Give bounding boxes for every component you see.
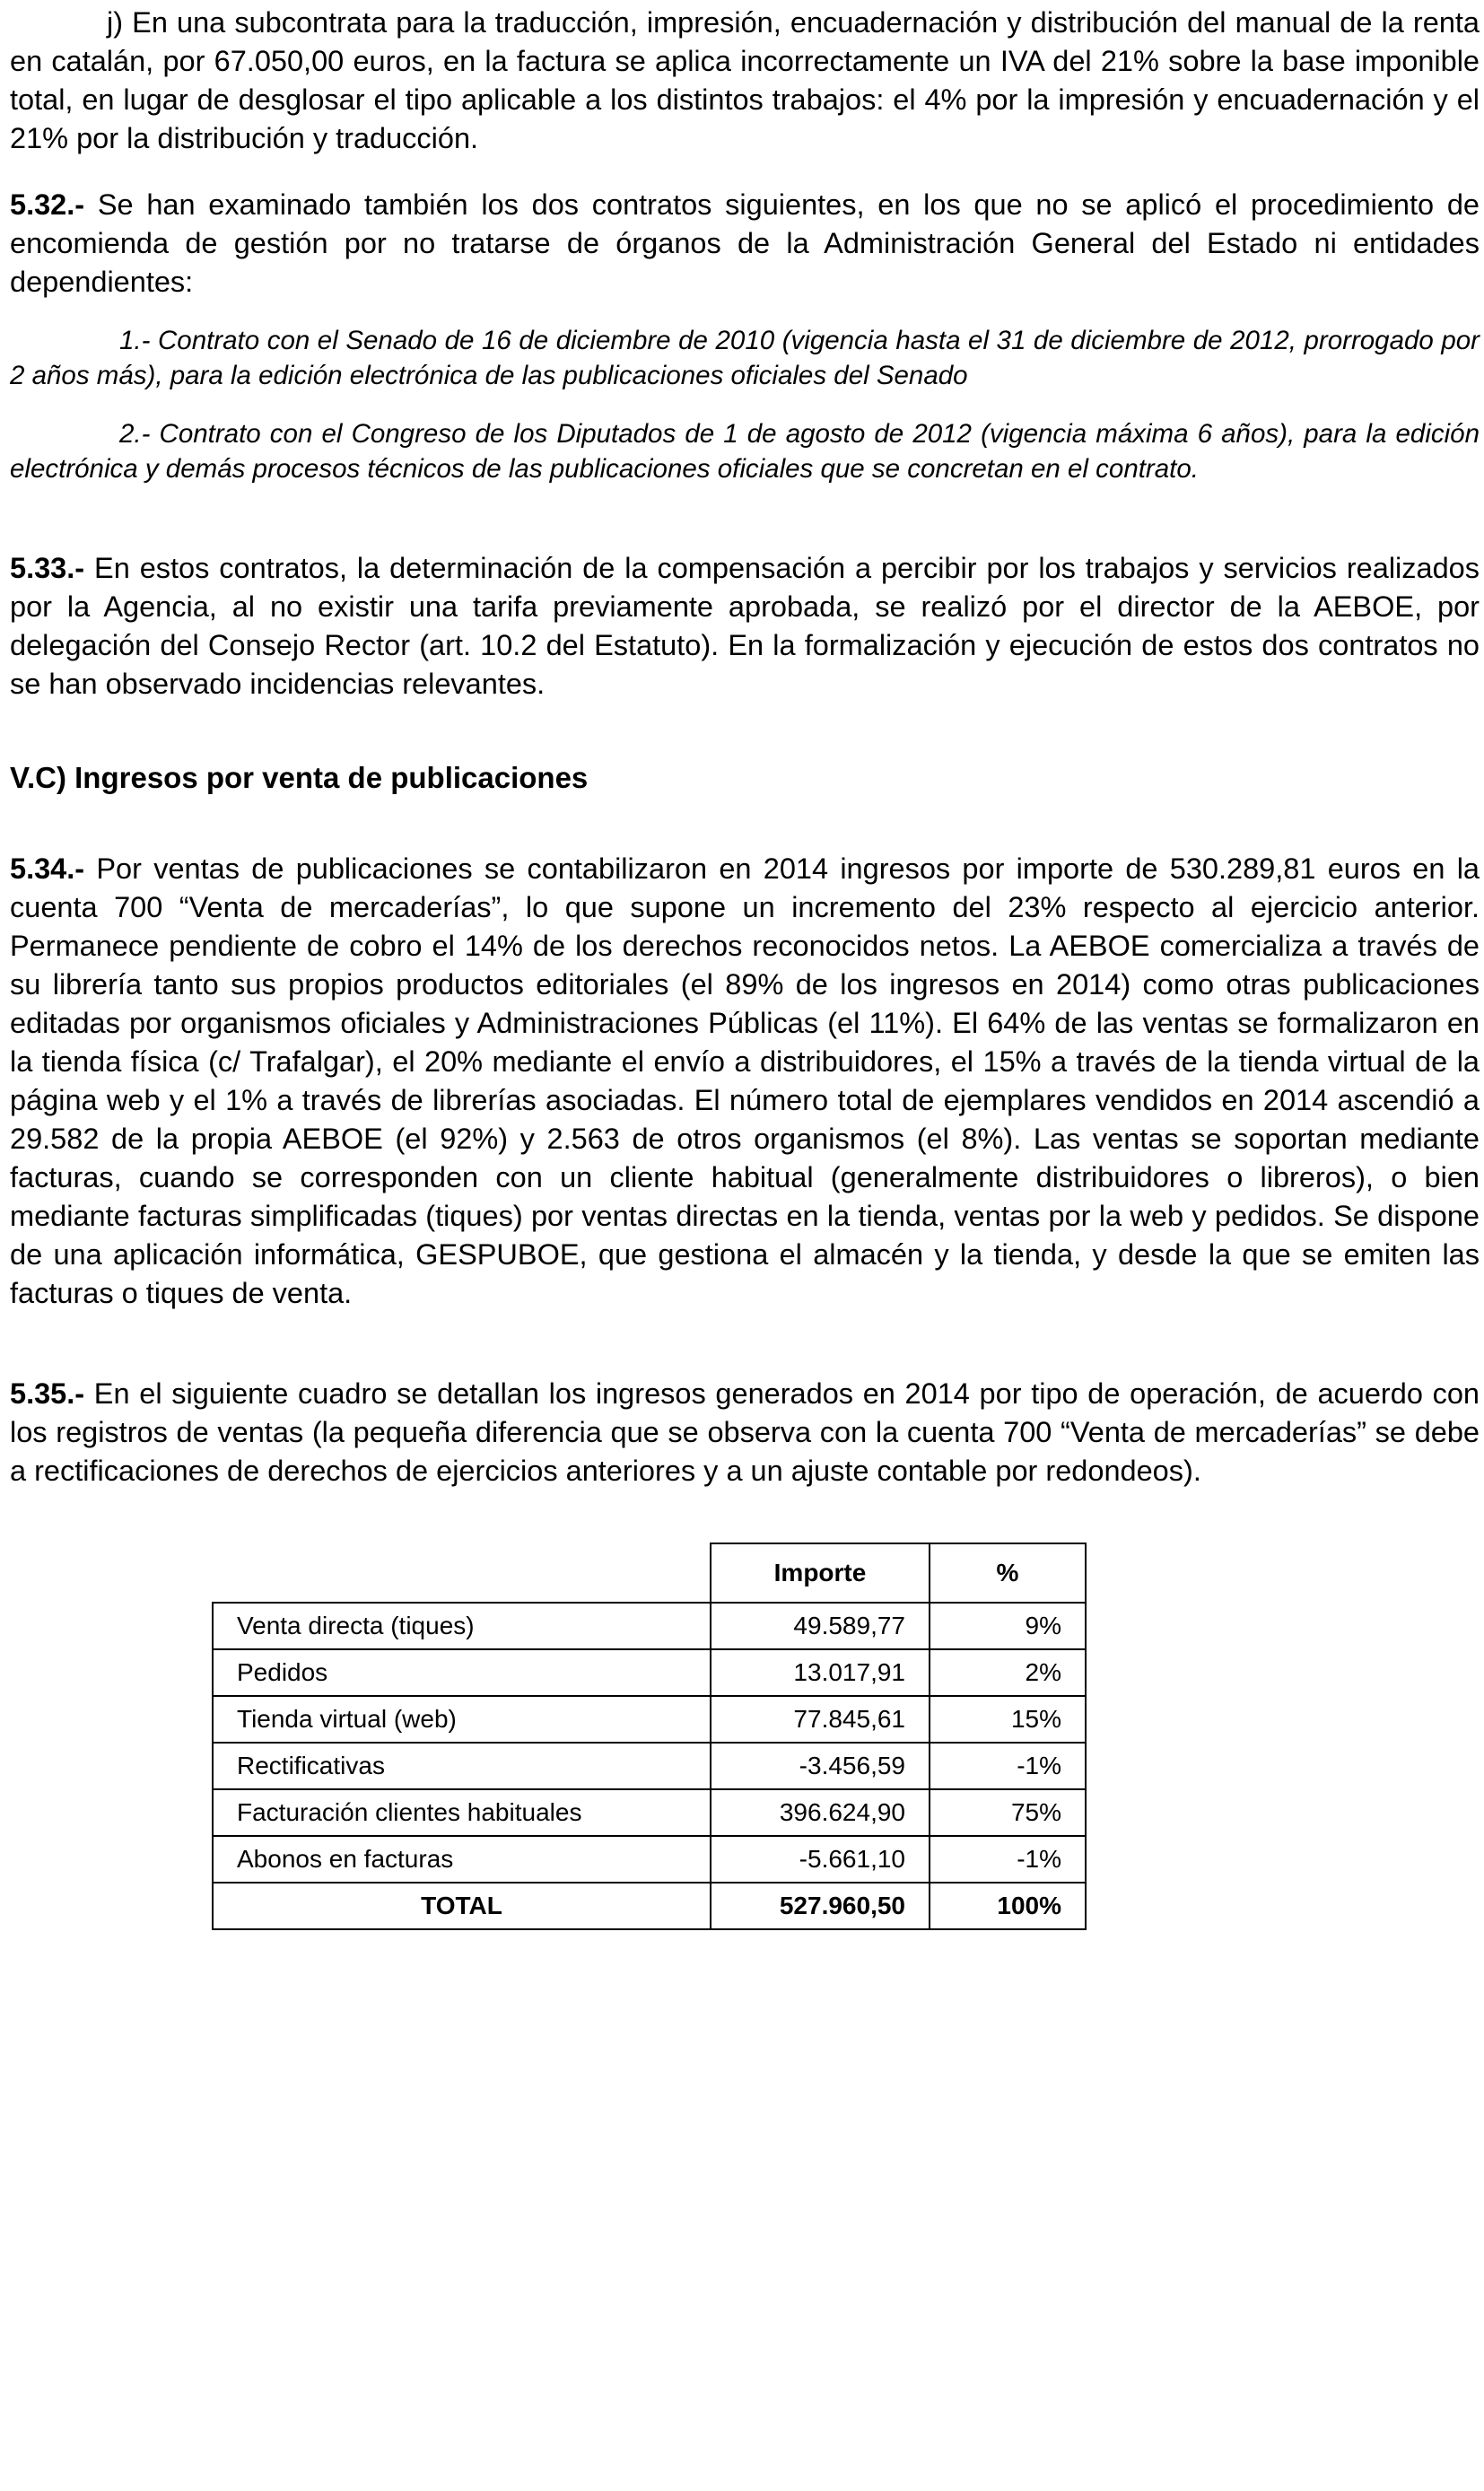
paragraph-5-33 (10, 549, 1480, 704)
paragraph-number: 5.32.- (10, 188, 85, 221)
contract-item-2: 2.- Contrato con el Congreso de los Diputados de 1 de agosto de 2012 (vigencia máxima 6 años), para la edición electrónica y demás procesos técnicos de las publicaciones oficiales que se concretan en el contrato. (10, 419, 1480, 484)
row-importe: -3.456,59 (711, 1743, 930, 1789)
row-label: Tienda virtual (web) (213, 1696, 711, 1743)
row-percent: -1% (930, 1836, 1086, 1883)
paragraph-j: j) En una subcontrata para la traducción, impresión, encuadernación y distribución del manual de la renta en catalán, por 67.050,00 euros, en la factura se aplica incorrectamente un IVA del 21% sobre la base imponible total, en lugar de desglosar el tipo aplicable a los distintos trabajos: el 4% por la impresión y encuadernación y el 21% por la distribución y traducción. (10, 6, 1480, 154)
paragraph-number: 5.35.- (10, 1377, 85, 1410)
row-percent: 2% (930, 1649, 1086, 1696)
total-percent: 100% (930, 1883, 1086, 1929)
table-row (213, 1649, 1086, 1696)
paragraph-text: En el siguiente cuadro se detallan los ingresos generados en 2014 por tipo de operación, de acuerdo con los registros de ventas (la pequeña diferencia que se observa con la cuenta 700 “Venta de mercaderías” se debe a rectificaciones de derechos de ejercicios anteriores y a un ajuste contable por redondeos). (10, 1377, 1480, 1487)
paragraph-number: 5.33.- (10, 552, 85, 584)
table-row (213, 1789, 1086, 1836)
table-header-row (213, 1543, 1086, 1603)
table-row (213, 1836, 1086, 1883)
row-label: Venta directa (tiques) (213, 1603, 711, 1649)
row-label: Pedidos (213, 1649, 711, 1696)
row-importe: -5.661,10 (711, 1836, 930, 1883)
section-heading: V.C) Ingresos por venta de publicaciones (10, 761, 589, 794)
table-row (213, 1696, 1086, 1743)
row-percent: 75% (930, 1789, 1086, 1836)
paragraph-text: En estos contratos, la determinación de la compensación a percibir por los trabajos y servicios realizados por la Agencia, al no existir una tarifa previamente aprobada, se realizó por el director de la AEBOE, por delegación del Consejo Rector (art. 10.2 del Estatuto). En la formalización y ejecución de estos dos contratos no se han observado incidencias relevantes. (10, 552, 1480, 700)
sales-income-table (212, 1543, 1087, 1930)
row-importe: 13.017,91 (711, 1649, 930, 1696)
column-header-percent: % (930, 1543, 1086, 1603)
column-header-importe: Importe (711, 1543, 930, 1603)
table-row (213, 1603, 1086, 1649)
row-percent: -1% (930, 1743, 1086, 1789)
row-percent: 9% (930, 1603, 1086, 1649)
paragraph-number: 5.34.- (10, 852, 85, 885)
table-row (213, 1743, 1086, 1789)
row-importe: 77.845,61 (711, 1696, 930, 1743)
paragraph-5-34 (10, 850, 1480, 1313)
paragraph-5-32 (10, 186, 1480, 302)
contract-item-1: 1.- Contrato con el Senado de 16 de diciembre de 2010 (vigencia hasta el 31 de diciembre de 2012, prorrogado por 2 años más), para la edición electrónica de las publicaciones oficiales del Senado (10, 326, 1480, 390)
table-corner-cell (213, 1543, 711, 1603)
row-percent: 15% (930, 1696, 1086, 1743)
row-label: Rectificativas (213, 1743, 711, 1789)
row-label: Abonos en facturas (213, 1836, 711, 1883)
row-importe: 49.589,77 (711, 1603, 930, 1649)
table-total-row (213, 1883, 1086, 1929)
total-label: TOTAL (213, 1883, 711, 1929)
row-importe: 396.624,90 (711, 1789, 930, 1836)
total-importe: 527.960,50 (711, 1883, 930, 1929)
row-label: Facturación clientes habituales (213, 1789, 711, 1836)
paragraph-text: Se han examinado también los dos contratos siguientes, en los que no se aplicó el procedimiento de encomienda de gestión por no tratarse de órganos de la Administración General del Estado ni entidades dependientes: (10, 188, 1480, 298)
paragraph-text: Por ventas de publicaciones se contabilizaron en 2014 ingresos por importe de 530.289,81 euros en la cuenta 700 “Venta de mercaderías”, lo que supone un incremento del 23% respecto al ejercicio anterior. Permanece pendiente de cobro el 14% de los derechos reconocidos netos. La AEBOE comercializa a través de su librería tanto sus propios productos editoriales (el 89% de los ingresos en 2014) como otras publicaciones editadas por organismos oficiales y Administraciones Públicas (el 11%). El 64% de las ventas se formalizaron en la tienda física (c/ Trafalgar), el 20% mediante el envío a distribuidores, el 15% a través de la tienda virtual de la página web y el 1% a través de librerías asociadas. El número total de ejemplares vendidos en 2014 ascendió a 29.582 de la propia AEBOE (el 92%) y 2.563 de otros organismos (el 8%). Las ventas se soportan mediante facturas, cuando se corresponden con un cliente habitual (generalmente distribuidores o libreros), o bien mediante facturas simplificadas (tiques) por ventas directas en la tienda, ventas por la web y pedidos. Se dispone de una aplicación informática, GESPUBOE, que gestiona el almacén y la tienda, y desde la que se emiten las facturas o tiques de venta. (10, 852, 1480, 1309)
paragraph-5-35 (10, 1375, 1480, 1490)
